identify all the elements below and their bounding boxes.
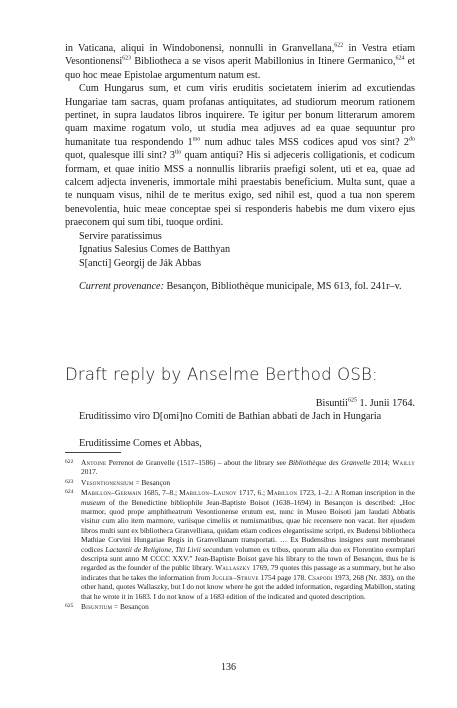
footnote-ref-625[interactable]: 625 xyxy=(347,397,357,404)
closing-line-2: Ignatius Salesius Comes de Batthyan xyxy=(79,244,231,256)
salutation: Eruditissime Comes et Abbas, xyxy=(79,437,202,449)
closing-line-1: Servire paratissimus xyxy=(79,230,162,242)
closing-line-3: S[ancti] Georgij de Ják Abbas xyxy=(79,257,202,269)
footnote-ref-624[interactable]: 624 xyxy=(395,56,405,63)
dateline: Bisuntii$^{625}$ 1. Junii 1764. xyxy=(315,397,415,409)
footnote-divider xyxy=(65,452,121,453)
footnote-ref-623[interactable]: 623 xyxy=(122,56,132,63)
footnote-622: 622 Antoine Perrenot de Granvelle (1517–1586) – about the library see Bibliothèque des Granvelle 2014; Wailly 2017. xyxy=(65,458,415,477)
paragraph-1: in Vaticana, aliqui in Windobonensi, nonnulli in Granvellana,$^{622}$ in Vestra etiam Vesontionensi$^{623}$ Bibliotheca a se visos aperit Mabillonius in Itinere Germanico,$^{624}$ et quo hoc meae Epistolae argumentum natum est. xyxy=(65,42,416,81)
footnotes xyxy=(65,458,415,613)
main-text xyxy=(65,42,415,293)
footnote-623: 623 Vesontionensium = Besançon xyxy=(65,477,171,487)
section-heading: Draft reply by Anselme Berthod OSB: xyxy=(65,365,378,384)
paragraph-2: Cum Hungarus sum, et cum viris eruditis societatem inierim ad excutiendas Hungariae tam sacras, quam profanas antiquitates, ad studiorum meorum rationem pertinet, in supra laudatos libros inquirere. Te igitur per bonum litterarum amorem quam maxime rogatum volo, ut studia mea adjuves ad ea quae sequuntur pro humanitate tua respondendo $1^{mo}$ num adhuc tales MSS codices apud vos sint? $2^{do}$ quot, qualesque illi sint? $3^{tio}$ quam antiqui? His si adjeceris colligationis, et codicum formam, et quae initio MSS a nonnullis librariis praefigi solent, uti et ea, quae ad calcem adjecta inveneris, immortale mihi praestabis beneficium. Multa sunt, quae a te nunquam visus, nihil de te meritus exigo, sed nihil est, quod a tua non sperem benevolentia, huic meae conceptae spei si responderis habebis me dum vixero ejus praeconem qui sum tibi, tuoque ordini. xyxy=(65,83,415,229)
page-number: 136 xyxy=(221,662,236,673)
footnote-ref-622[interactable]: 622 xyxy=(334,42,344,49)
footnote-625: 625 Bisuntium = Besançon xyxy=(65,602,149,612)
address-line: Eruditissimo viro D[omi]no Comiti de Bathian abbati de Jach in Hungaria xyxy=(79,411,382,423)
footnote-624: 624 Mabillon–Germain 1685, 7–8.; Mabillon–Launoy 1717, 6.; Mabillon 1723, 1–2.: A Roman inscription in the museum of the Benedictine bibliophile Jean-Baptiste Boisot (1638–1694) in Besançon is described: „Hoc marmor, quod prope amphitheatrum Vesontionense erutum est, nunc in Museo Boisoti jam laudati Abbatis visitur cum alio item marmore, variisque cimeliis et numismatibus, quae hic recensere non vacat. Iter ejusdem libros multi sunt ex bibliotheca Granvelliana, quidam etiam codices elegantissime scripti, ex Budensi bibliotheca Mathiae Corvini Hungariae Regis in Granvellanam transportati. … Ex Budensibus insignes sunt membranei codices Lactantii de Religione, Titi Livii secundum volumen ex tribus, quorum alia duo ex Florentino exemplari descripta sunt anno M CCCC XXV.” Jean-Baptiste Boisot gave his library to the town of Besançon, thus he is regarded as the founder of the public library. Wallaszky 1769, 79 quotes this passage as a summary, but he also indicates that he takes the information from Jugler–Struve 1754 page 178. Csapodi 1973, 268 (Nr. 383), on the other hand, quotes Wallaszky, but I do not know where he got the added information, regarding Mabillon, stating that he wrote it in 1683. I do not know of a 1683 edition of the indicated and quoted description. xyxy=(65,488,416,601)
reply-letter xyxy=(65,397,415,450)
provenance: Current provenance: Besançon, Bibliothèque municipale, MS 613, fol. 241r–v. xyxy=(79,280,402,292)
